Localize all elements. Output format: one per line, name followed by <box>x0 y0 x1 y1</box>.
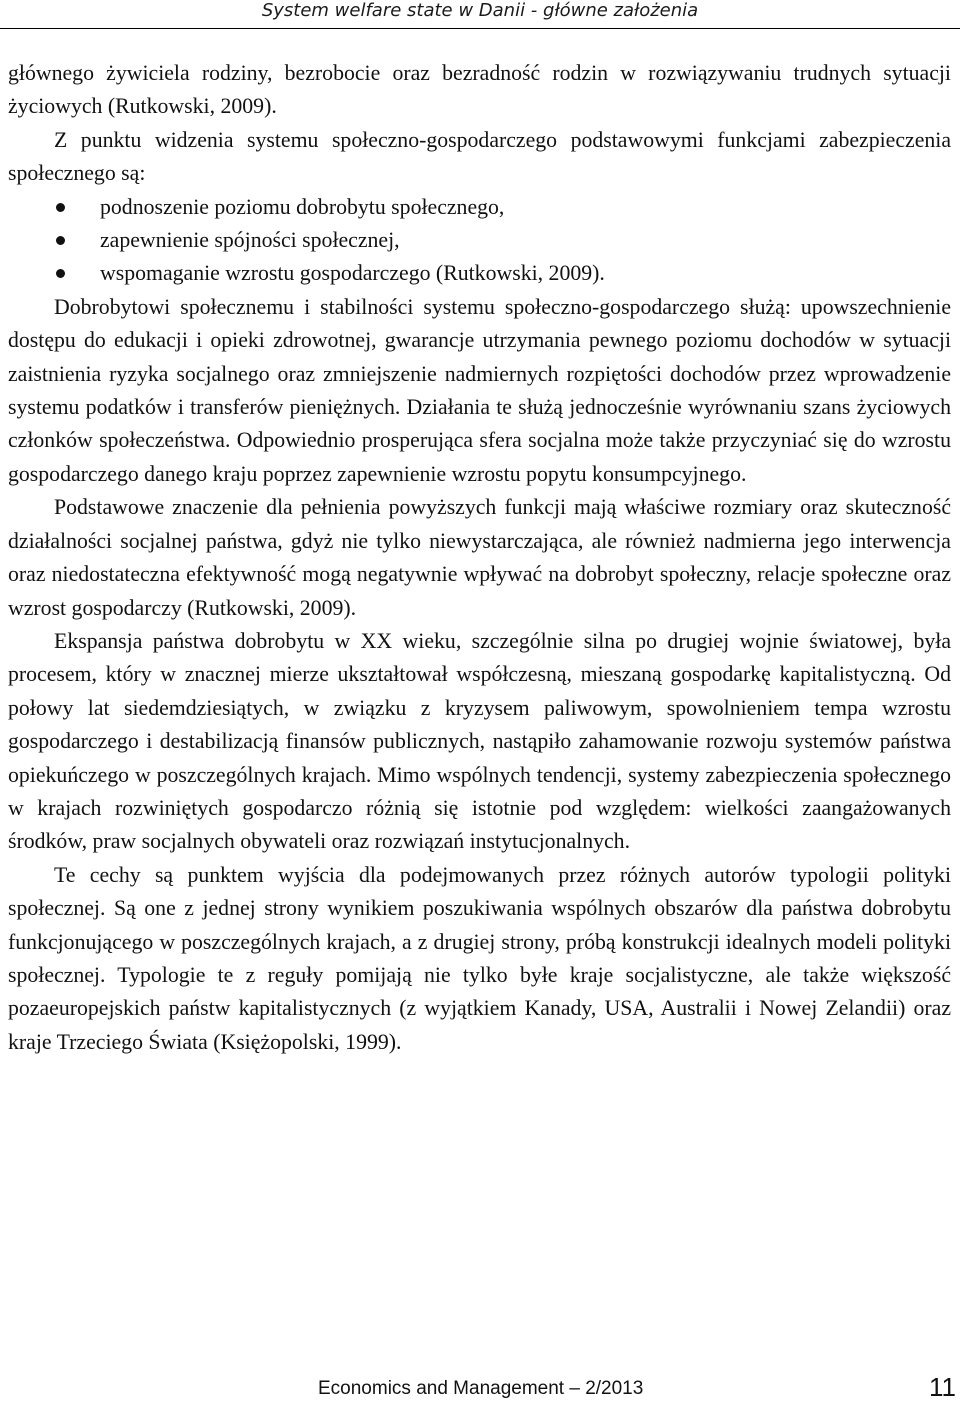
paragraph-6: Te cechy są punktem wyjścia dla podejmowanych przez różnych autorów typologii polityki społecznej. Są one z jednej strony wynikiem poszukiwania wspólnych obszarów dla państwa dobrobytu funkcjonującego w poszczególnych krajach, a z drugiej strony, próbą konstrukcji idealnych modeli polityki społecznej. Typologie te z reguły pomijają nie tylko byłe kraje socjalistyczne, ale także większość pozaeuropejskich państw kapitalistycznych (z wyjątkiem Kanady, USA, Australii i Nowej Zelandii) oraz kraje Trzeciego Świata (Księżopolski, 1999). <box>8 862 951 1054</box>
list-item-text: wspomaganie wzrostu gospodarczego (Rutkowski, 2009). <box>100 261 605 286</box>
running-header: System welfare state w Danii - główne założenia <box>261 0 699 21</box>
footer-journal: Economics and Management – 2/2013 <box>318 1378 644 1399</box>
paragraph-3: Dobrobytowi społecznemu i stabilności systemu społeczno-gospodarczego służą: upowszechnienie dostępu do edukacji i opieki zdrowotnej, gwarancje utrzymania pewnego poziomu dochodów w sytuacji zaistnienia ryzyka socjalnego oraz zmniejszenie nadmiernych rozpiętości dochodów przez wprowadzenie systemu podatków i transferów pieniężnych. Działania te służą jednocześnie wyrównaniu szans życiowych członków społeczeństwa. Odpowiednio prosperująca sfera socjalna może także przyczyniać się do wzrostu gospodarczego danego kraju poprzez zapewnienie wzrostu popytu konsumpcyjnego. <box>8 294 951 486</box>
paragraph-2: Z punktu widzenia systemu społeczno-gospodarczego podstawowymi funkcjami zabezpieczenia społecznego są: <box>8 127 951 186</box>
bullet-icon <box>56 203 65 212</box>
body-text <box>8 57 951 1059</box>
page-number: 11 <box>929 1372 956 1402</box>
list-item <box>8 191 951 224</box>
bullet-icon <box>56 236 65 245</box>
list-item <box>8 257 951 290</box>
header-rule <box>0 28 960 29</box>
paragraph-4: Podstawowe znaczenie dla pełnienia powyższych funkcji mają właściwe rozmiary oraz skuteczność działalności socjalnej państwa, gdyż nie tylko niewystarczająca, ale również nadmierna jego interwencja oraz niedostateczna efektywność mogą negatywnie wpływać na dobrobyt społeczny, relacje społeczne oraz wzrost gospodarczy (Rutkowski, 2009). <box>8 495 951 620</box>
bullet-list <box>8 191 951 291</box>
list-item <box>8 224 951 257</box>
paragraph-5: Ekspansja państwa dobrobytu w XX wieku, szczególnie silna po drugiej wojnie światowej, była procesem, który w znacznej mierze ukształtował współczesną, mieszaną gospodarkę kapitalistyczną. Od połowy lat siedemdziesiątych, w związku z kryzysem paliwowym, spowolnieniem tempa wzrostu gospodarczego i destabilizacją finansów publicznych, nastąpiło zahamowanie rozwoju systemów państwa opiekuńczego w poszczególnych krajach. Mimo wspólnych tendencji, systemy zabezpieczenia społecznego w krajach rozwiniętych gospodarczo różnią się istotnie pod względem: wielkości zaangażowanych środków, praw socjalnych obywateli oraz rozwiązań instytucjonalnych. <box>8 628 951 854</box>
list-item-text: zapewnienie spójności społecznej, <box>100 228 400 253</box>
bullet-icon <box>56 269 65 278</box>
list-item-text: podnoszenie poziomu dobrobytu społecznego, <box>100 194 505 219</box>
paragraph-1: głównego żywiciela rodziny, bezrobocie oraz bezradność rodzin w rozwiązywaniu trudnych sytuacji życiowych (Rutkowski, 2009). <box>8 61 951 119</box>
